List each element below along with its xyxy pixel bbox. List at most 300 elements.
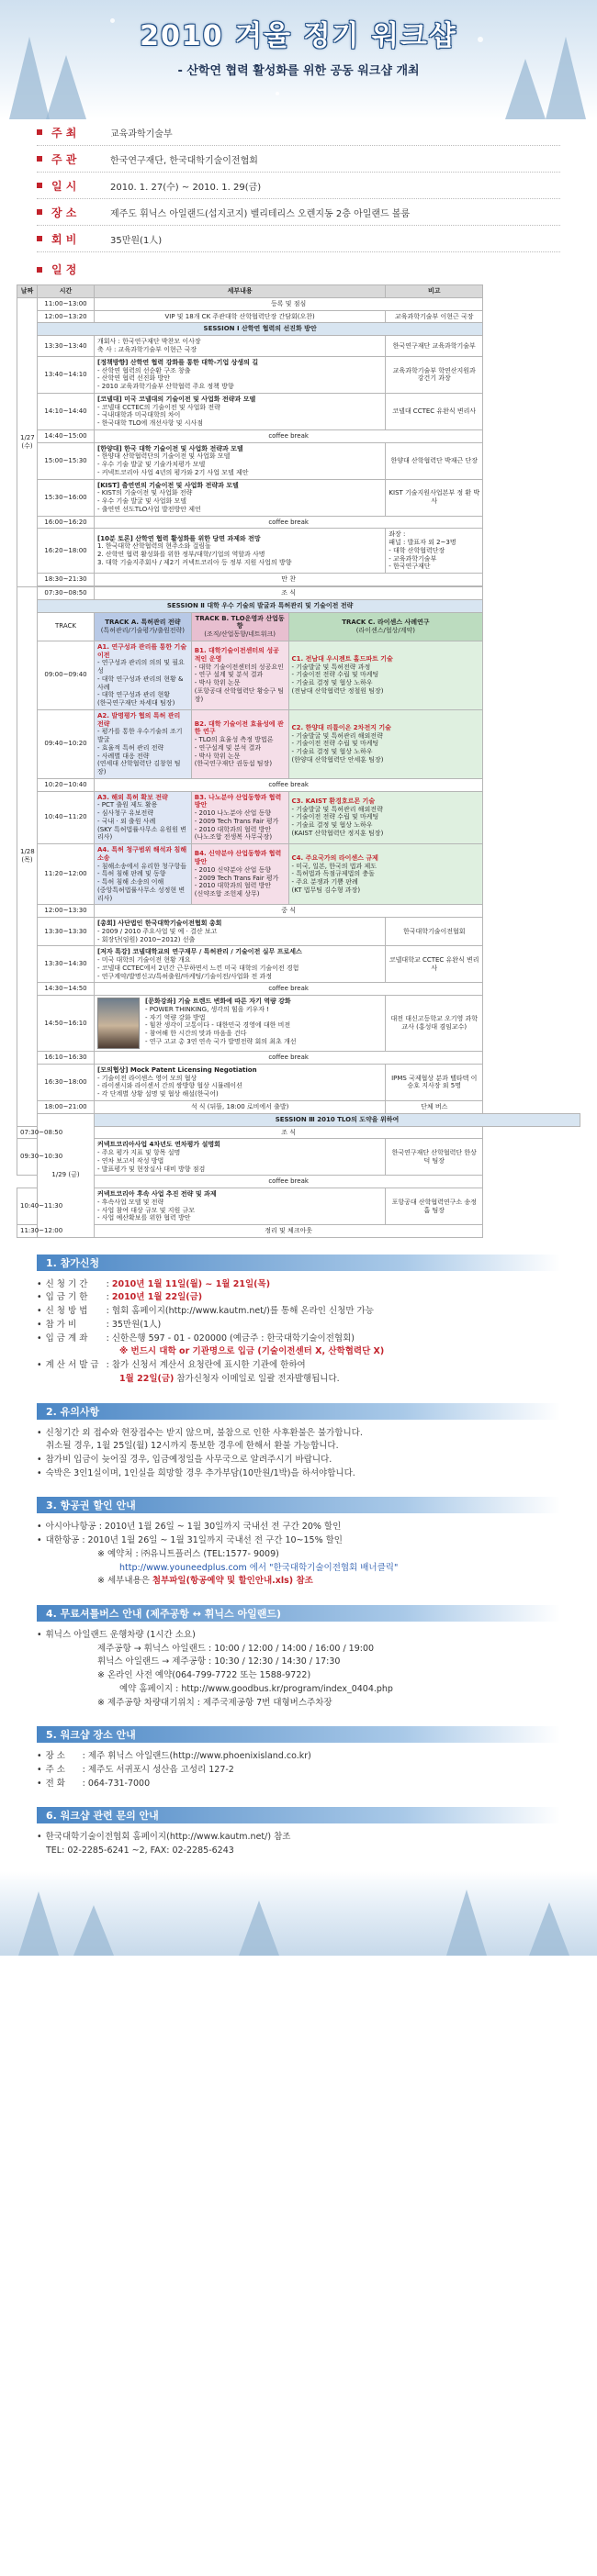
session-title: B2. 대학 기술이전 효율성에 관한 연구 (194, 719, 284, 736)
section-registration (37, 1278, 560, 1387)
content-cell: 정리 및 체크아웃 (95, 1225, 483, 1238)
content-line: 개회사 : 한국연구재단 박찬모 이사장 (97, 338, 201, 346)
content-cell (95, 336, 386, 357)
tree-decoration (529, 1902, 569, 1956)
content-line: (KAIST 산학협력단 정지훈 팀장) (291, 829, 384, 837)
booking-info: ※ 예약처 : ㈜유니트플러스 (TEL:1577- 9009) (97, 1548, 279, 1559)
table-row (17, 1225, 580, 1238)
content-cell (95, 918, 386, 946)
time-cell: 10:40~11:30 (17, 1188, 38, 1225)
track-cell (288, 641, 483, 709)
content-line: - TLO의 효율성 측정 방법론 (194, 736, 274, 743)
bullet-icon (37, 156, 42, 162)
info-key: 일 시 (51, 179, 77, 193)
note-highlight: 첨부파일(항공예약 및 할인안내.xls) 참조 (152, 1576, 313, 1587)
info-line: • 입 금 기 한 : 2010년 1월 22일(금) (37, 1291, 560, 1305)
table-row (17, 918, 580, 946)
session-title: A3. 해외 특허 확보 전략 (97, 793, 168, 801)
session-title: B1. 대학기술이전센터의 성공적인 운영 (194, 647, 279, 663)
content-line: (중앙특허법률사무소 성정현 변리사) (97, 886, 186, 902)
table-row (17, 479, 580, 516)
snowflake (276, 92, 279, 95)
content-line: - 사업 참여 대상 규모 및 지원 규모 (97, 1206, 196, 1214)
note-cell: 한국연구재단 산학협력단 한상덕 팀장 (386, 1139, 483, 1176)
content-line: - 연구계약/발명신고/특허출원/마케팅/기술이전/사업화 전 과정 (97, 972, 273, 980)
value: 2010년 1월 11일(월) ~ 1월 21일(목) (111, 1278, 271, 1289)
time-cell: 07:30~08:50 (17, 1126, 38, 1139)
time-cell: 15:30~16:00 (38, 479, 95, 516)
content-line: - 대학 연구성과 관리의 현황 & 사례 (97, 675, 184, 691)
content-cell: 만 찬 (95, 574, 483, 586)
content-line: - 기술발굴 및 특허전략 과정 (291, 663, 371, 671)
content-line: - 국내대학과 미국대학의 차이 (97, 411, 181, 419)
coffee-break: coffee break (95, 429, 483, 442)
content-line: - 우수 기술 발굴 및 사업화 모델 (97, 497, 187, 505)
content-line: - 박사 학위 논문 (194, 679, 241, 687)
time-cell: 11:00~13:00 (38, 297, 95, 310)
note-cell: KIST 기술지원사업본부 정 환 박사 (386, 479, 483, 516)
track-cell (95, 641, 192, 709)
shuttle-text: ※ 온라인 사전 예약(064-799-7722 또는 1588-9722) (97, 1670, 311, 1681)
time-cell: 16:10~16:30 (38, 1052, 95, 1065)
info-row-fee (37, 226, 560, 252)
content-line: (KT 법무팀 김수형 과장) (291, 886, 361, 894)
content-title: [10분 토론] 산학연 협력 활성화를 위한 당면 과제와 전망 (97, 534, 261, 542)
bullet-icon (37, 209, 42, 215)
value: 협회 홈페이지(http://www.kautm.net/)를 통해 온라인 신청만 가능 (111, 1306, 374, 1317)
table-row (17, 356, 580, 393)
session-row (17, 599, 580, 612)
content-line: 축 사 : 교육과학기술부 이현근 국장 (97, 346, 197, 353)
content-line: - 2009 Tech Trans Fair 평가 (194, 817, 279, 825)
session-title: C2. 한양대 리튬이온 2차전지 기술 (291, 723, 391, 731)
content-line: - 기술이전 라이센스 영어 모의 협상 (97, 1074, 197, 1082)
track-title: TRACK C. 라이센스 사례연구 (342, 618, 430, 626)
event-info (37, 119, 560, 252)
content-line: - 커넥트코리아 사업 4년의 평가와 2기 사업 모델 제안 (97, 468, 249, 476)
track-cell (191, 709, 288, 778)
table-row (17, 905, 580, 918)
content-line: - 기술발굴 및 특허관리 해외전략 (291, 731, 383, 740)
content-cell (95, 996, 386, 1052)
contact-text: 한국대학기술이전협회 홈페이지(http://www.kautm.net/) 참조 (45, 1832, 291, 1843)
note-cell: 교육과학기술부 이현근 국장 (386, 310, 483, 323)
notice-text: 취소될 경우, 1월 25일(월) 12시까지 통보한 경우에 한해서 환불 가능합니다. (46, 1441, 339, 1452)
note-cell: 교육과학기술부 학연산지원과 강건기 과장 (386, 356, 483, 393)
shuttle-text: 제주공항 → 휘닉스 아일랜드 : 10:00 / 12:00 / 14:00 / 16:00 / 19:00 (97, 1643, 375, 1654)
session-title: SESSION Ⅰ 산학연 협력의 선진화 방안 (38, 323, 483, 336)
time-cell: 09:30~10:30 (17, 1139, 38, 1176)
track-cell (95, 791, 192, 844)
table-header-row (17, 285, 580, 298)
track-sub: (특허관리/기술평가/출원전략) (100, 626, 186, 634)
content-line: - 침해소송에서 유리한 청구항들 (97, 862, 187, 870)
table-row (17, 297, 580, 310)
content-cell (95, 1139, 386, 1176)
notice-line (37, 1440, 560, 1454)
info-row-organizer (37, 146, 560, 173)
track-title: TRACK B. TLO운영과 산업동향 (195, 614, 285, 630)
time-cell: 10:20~10:40 (38, 778, 95, 791)
bullet-icon (37, 236, 42, 241)
contact-text: TEL: 02-2285-6241 ~2, FAX: 02-2285-6243 (46, 1846, 234, 1857)
table-row (17, 429, 580, 442)
content-line: - KIST의 기술이전 및 사업화 전략 (97, 489, 193, 497)
content-line: - 미국, 일본, 한국의 법과 제도 (291, 862, 377, 870)
table-row (17, 1139, 580, 1176)
content-line: - 특허 침해 소송의 이해 (97, 878, 164, 886)
content-line: (신약조합 조헌제 상무) (194, 890, 260, 898)
table-row (17, 778, 580, 791)
content-cell: 중 식 (95, 905, 483, 918)
shuttle-text: ※ 제주공항 차량대기위치 : 제주국제공항 7번 대형버스주차장 (97, 1697, 332, 1708)
attachment-note (37, 1575, 560, 1589)
content-line: - 연구설계 및 분석 결과 (194, 743, 262, 752)
time-cell: 13:30~14:30 (38, 946, 95, 983)
content-title: [총회] 사단법인 한국대학기술이전협회 총회 (97, 920, 222, 927)
key: 입 금 기 한 (45, 1292, 88, 1303)
content-line: - 참여해 한 시간의 맛과 마음을 건다 (145, 1030, 247, 1037)
content-line: (한국연구재단 차세대 팀장) (97, 699, 175, 707)
time-cell: 13:30~13:30 (38, 918, 95, 946)
content-line: 1. 한국대학 산학협력의 현주소와 걸림돌 (97, 542, 211, 551)
content-line: 2. 산학연 협력 활성화를 위한 정부/대학/기업의 역할과 사명 (97, 551, 265, 559)
content-line: - 기술료 결정 및 협상 노하우 (291, 821, 373, 830)
content-line: - 출연연 선도TLO사업 발전방안 제언 (97, 505, 201, 513)
track-cell (191, 791, 288, 844)
content-cell: 조 식 (95, 1126, 483, 1139)
track-cell (95, 709, 192, 778)
session-title: A1. 연구성과 관리를 통한 기술이전 (97, 642, 187, 659)
track-cell (95, 844, 192, 905)
content-title: 커넥트코리아 후속 사업 추진 전략 및 과제 (97, 1190, 217, 1198)
note-cell: 포항공대 산학협력연구소 송정흡 팀장 (386, 1188, 483, 1225)
note-cell: IPMS 국제협상 분과 텔타텍 이승호 지사장 외 5명 (386, 1064, 483, 1100)
content-line: - 2009 Tech Trans Fair 평가 (194, 874, 279, 882)
note-line: - 대학 산학협력단장 (389, 546, 445, 554)
info-line: • 신 청 기 간 : 2010년 1월 11일(월) ~ 1월 21일(목) (37, 1278, 560, 1292)
section-shuttle (37, 1629, 560, 1710)
info-line: • 주 소 : 제주도 서귀포시 성산읍 고성리 127-2 (37, 1764, 560, 1778)
table-row (17, 1064, 580, 1100)
time-cell: 13:30~13:40 (38, 336, 95, 357)
notice-text: 신청기간 외 접수와 현장접수는 받지 않으며, 불참으로 인한 사후환불은 불가합니다. (45, 1427, 363, 1438)
content-line: - 우수 기술 발굴 및 기술가치평가 모델 (97, 461, 206, 468)
track-cell (288, 709, 483, 778)
track-cell (191, 641, 288, 709)
tree-decoration (446, 1890, 487, 1956)
key: 장 소 (45, 1751, 65, 1762)
value: 35만원(1人) (111, 1319, 162, 1330)
note-line: - 한국연구재단 (389, 563, 431, 571)
track-sub: (라이센스/협상/계약) (355, 626, 416, 634)
content-line: - 각 단계별 상황 설명 및 협상 해설(한국어) (97, 1090, 219, 1098)
time-cell: 18:00~21:00 (38, 1100, 95, 1113)
track-b-header (191, 612, 288, 641)
info-line: • 계 산 서 발 급 : 참가 신청서 계산서 요청란에 표시한 기관에 한하여 (37, 1359, 560, 1373)
content-line: - 한양대 산학협력단의 기술이전 및 사업화 모델 (97, 452, 231, 461)
date-cell: 1/29 (금) (38, 1113, 95, 1237)
session-title: C1. 전남대 우시젠트 홀드파트 기술 (291, 654, 393, 663)
key: 신 청 기 간 (45, 1278, 88, 1289)
content-line: - 한국대학 TLO에 개선사항 및 시사점 (97, 419, 203, 427)
session-row (17, 323, 580, 336)
table-row (17, 996, 580, 1052)
content-cell: 석 식 (뒤뜰, 18:00 로비에서 출발) (95, 1100, 386, 1113)
page-title: 2010 겨울 정기 워크샵 (140, 20, 457, 52)
session-title: B4. 신약분야 산업동향과 협력방안 (194, 850, 282, 866)
content-line: - 기술이전 전략 수립 및 마케팅 (291, 740, 379, 748)
content-line: - 코넬대 CCTEC에서 2년간 근무하면서 느낀 미국 대학의 기술이전 경험 (97, 964, 299, 972)
time-cell: 09:00~09:40 (38, 641, 95, 709)
note-cell: 한국연구재단 교육과학기술부 (386, 336, 483, 357)
key: 참 가 비 (45, 1319, 77, 1330)
coffee-break: coffee break (95, 516, 483, 529)
time-cell: 09:40~10:20 (38, 709, 95, 778)
airfare-text: 대한항공 : 2010년 1월 26일 ~ 1월 31일까지 국내선 전 구간 10~15% 할인 (45, 1535, 343, 1546)
time-cell: 10:40~11:20 (38, 791, 95, 844)
session-row (17, 1113, 580, 1126)
table-row (17, 1052, 580, 1065)
content-line: - 산학연 협력 선진화 방안 (97, 374, 171, 383)
content-line: - 2010 교육과학기술부 산학협력 주요 정책 방향 (97, 383, 234, 390)
content-line: - 코넬대 CCTEC의 기술이전 및 사업화 전략 (97, 403, 220, 411)
time-cell: 14:50~16:10 (38, 996, 95, 1052)
time-cell: 11:20~12:00 (38, 844, 95, 905)
time-cell: 13:40~14:10 (38, 356, 95, 393)
note-prefix: ※ 세부내용은 (97, 1576, 152, 1587)
column-header: 날짜 (17, 285, 38, 298)
content-title: [한양대] 한국 대학 기술이전 및 사업화 전략과 모델 (97, 444, 243, 452)
section-venue (37, 1750, 560, 1790)
note-cell: 한국대학기술이전협회 (386, 918, 483, 946)
table-row (17, 586, 580, 599)
invoice-text: 참가신청자 이메일로 일괄 전자발행됩니다. (174, 1373, 340, 1384)
content-line: (연세대 산학협력단 김창현 팀장) (97, 760, 181, 775)
section-registration-title: 1. 참가신청 (37, 1255, 560, 1271)
session-title: C3. KAIST 환경호르몬 기술 (291, 797, 376, 805)
value: 064-731-7000 (87, 1778, 151, 1789)
info-row-host (37, 119, 560, 146)
time-cell: 12:00~13:20 (38, 310, 95, 323)
table-row (17, 983, 580, 996)
content-line: - 라이센시와 라이센서 간의 쌍방향 협상 시뮬레이션 (97, 1082, 242, 1090)
time-cell: 15:00~15:30 (38, 442, 95, 479)
section-contact-title: 6. 워크샵 관련 문의 안내 (37, 1807, 560, 1823)
content-line: - 주요 분쟁과 기쁨 판례 (291, 878, 358, 886)
speaker-photo (97, 998, 140, 1049)
content-line: (SKY 특허법률사무소 유원원 변리사) (97, 825, 186, 842)
shuttle-text: 휘닉스 아일랜드 운행차량 (1시간 소요) (45, 1629, 196, 1640)
table-row (17, 1100, 580, 1113)
content-line: - 평가를 통한 우수기술의 조기 발굴 (97, 728, 183, 743)
track-title: TRACK A. 특허관리 전략 (105, 618, 181, 626)
table-row (17, 709, 580, 778)
content-title: [코넬대] 미국 코넬대의 기술이전 및 사업화 전략과 모델 (97, 395, 256, 403)
table-row (17, 844, 580, 905)
content-line: - 기술료 결정 및 협상 노하우 (291, 748, 373, 756)
content-title: [저자 특강] 코넬대학교의 연구재무 / 특허관리 / 기술이전 실무 프로세스 (97, 948, 302, 956)
content-line: 3. 대학 기술지주회사 / 제2기 커넥트코리아 등 정부 지원 사업의 방향 (97, 558, 292, 566)
info-value: 교육과학기술부 (110, 128, 173, 139)
info-row-date (37, 173, 560, 199)
table-row (17, 393, 580, 429)
content-line: - 효율적 특허 관리 전략 (97, 743, 164, 752)
table-row (17, 791, 580, 844)
time-cell: 14:10~14:40 (38, 393, 95, 429)
key: 계 산 서 발 급 (45, 1360, 99, 1371)
info-line: • 장 소 : 제주 휘닉스 아일랜드(http://www.phoenixisland.co.kr) (37, 1750, 560, 1764)
track-label: TRACK (38, 612, 95, 641)
content-cell (95, 529, 386, 574)
table-row (17, 1126, 580, 1139)
session-title: SESSION Ⅲ 2010 TLO의 도약을 위하여 (95, 1113, 580, 1126)
track-cell (288, 791, 483, 844)
content-title: [정책방향] 산학연 협력 강화를 통한 대학-기업 상생의 길 (97, 358, 259, 366)
content-cell (95, 1188, 386, 1225)
invoice-date: 1월 22일(금) (119, 1373, 175, 1384)
content-line: - 기술발굴 및 특허관리 해외전략 (291, 805, 383, 813)
content-line: - 대학 기술이전센터의 성공요인 (194, 663, 284, 671)
notice-line: • 참가비 입금이 늦어질 경우, 입금예정일을 사무국으로 알려주시기 바랍니다. (37, 1454, 332, 1465)
info-value: 한국연구재단, 한국대학기술이전협회 (110, 155, 258, 166)
booking-link[interactable]: http://www.youneedplus.com 에서 "한국대학기술이전협회 배너클릭" (119, 1562, 399, 1573)
info-row-venue (37, 199, 560, 226)
content-line: - 산학연 협력의 선순환 구조 창출 (97, 366, 191, 374)
note-cell: 코넬대학교 CCTEC 유완식 변리사 (386, 946, 483, 983)
session-title: C4. 주요국가의 라이센스 규제 (291, 853, 378, 862)
notice-line: • 숙박은 3인1실이며, 1인실을 희망할 경우 추가부담(10만원/1박)을 하셔야합니다. (37, 1467, 355, 1478)
table-row (17, 336, 580, 357)
table-row (17, 442, 580, 479)
content-line: - 기술이전 전략 수립 및 마케팅 (291, 671, 379, 679)
info-key: 주 최 (51, 126, 77, 139)
shuttle-line: • 휘닉스 아일랜드 운행차량 (1시간 소요) (37, 1629, 196, 1640)
content-line: (나노조합 전생복 사무국장) (194, 833, 273, 842)
session-title: B3. 나노분야 산업동향과 협력방안 (194, 793, 282, 809)
content-line: (전남대 산학협력단 정철원 팀장) (291, 686, 384, 695)
session-title: A4. 특허 청구범위 해석과 침해 소송 (97, 846, 187, 862)
info-line: • 전 화 : 064-731-7000 (37, 1778, 560, 1791)
content-line: - 주요 평가 지표 및 항목 설명 (97, 1149, 181, 1156)
content-line: - 사업 예산확보를 위한 협력 방안 (97, 1214, 191, 1222)
key: 입 금 계 좌 (45, 1333, 88, 1344)
notice-text: 참가비 입금이 늦어질 경우, 입금예정일을 사무국으로 알려주시기 바랍니다. (45, 1454, 332, 1465)
page-subtitle: - 산학연 협력 활성화를 위한 공동 워크샵 개최 (177, 64, 420, 78)
info-key: 회 비 (51, 232, 77, 246)
content-line: - 2010 신약분야 산업 동향 (194, 865, 272, 874)
content-line: - 2010 대학과의 협력 방안 (194, 825, 272, 833)
track-c-header (288, 612, 483, 641)
session-title: SESSION Ⅱ 대학 우수 기술의 발굴과 특허관리 및 기술이전 전략 (38, 599, 483, 612)
table-row (17, 946, 580, 983)
content-line: - 기술료 결정 및 협상 노하우 (291, 679, 373, 687)
content-line: - 연구 설계 및 분석 결과 (194, 671, 264, 679)
tree-decoration (239, 1901, 279, 1956)
content-cell: 등록 및 점심 (95, 297, 483, 310)
time-cell: 16:30~18:00 (38, 1064, 95, 1100)
note-cell: 단체 버스 (386, 1100, 483, 1113)
content-cell (95, 393, 386, 429)
value: 제주도 서귀포시 성산읍 고성리 127-2 (87, 1765, 234, 1775)
content-line: - 박사 학위 논문 (194, 752, 241, 760)
info-key: 장 소 (51, 206, 77, 219)
info-line: • 신 청 방 법 : 협회 홈페이지(http://www.kautm.net/)를 통해 온라인 신청만 가능 (37, 1305, 560, 1319)
schedule-heading (37, 262, 560, 277)
time-cell: 18:30~21:30 (38, 574, 95, 586)
content-line: - 연구성과 관리의 의의 및 필요성 (97, 659, 185, 675)
shuttle-text: 휘닉스 아일랜드 → 제주공항 : 10:30 / 12:30 / 14:30 / 17:30 (97, 1656, 341, 1667)
content-line: - 자기 역량 강화 방법 (145, 1013, 206, 1021)
section-airfare-title: 3. 항공권 할인 안내 (37, 1497, 560, 1513)
content-line: - 후속사업 모델 및 전략 (97, 1198, 164, 1206)
info-value: 제주도 휘닉스 아일랜드(섭지코지) 벨리테리스 오렌지동 2층 아일랜드 볼룸 (110, 208, 411, 219)
time-cell (17, 1176, 38, 1188)
track-a-header (95, 612, 192, 641)
content-line: - 연구 고교 총 3연 연속 국가 발명전략 회의 최초 개선 (145, 1037, 297, 1045)
section-airfare (37, 1521, 560, 1589)
content-line: - 특허법과 독점규제법의 충돌 (291, 870, 375, 878)
content-line: - POWER THINKING, 생각의 힘을 키우자 ! (145, 1005, 270, 1013)
bullet-icon (37, 267, 42, 273)
content-line: - 대학 연구성과 관리 현황 (97, 691, 171, 699)
content-line: - 발표평가 및 현장실사 대비 방향 점검 (97, 1165, 206, 1173)
content-cell (95, 356, 386, 393)
note-cell: 대전 대신고등학교 오기영 과학교사 (홍성대 겸임교수) (386, 996, 483, 1052)
key: 주 소 (45, 1765, 65, 1775)
notice-text: 숙박은 3인1실이며, 1인실을 희망할 경우 추가부담(10만원/1박)을 하셔야합니다. (45, 1467, 355, 1478)
value: 신한은행 597 - 01 - 020000 (예금주 : 한국대학기술이전협회) (111, 1333, 355, 1344)
column-header: 비고 (386, 285, 483, 298)
content-line: - 2010 나노분야 산업 동향 (194, 809, 272, 817)
content-line: - 사례별 대응 전략 (97, 752, 150, 760)
content-line: - 특허 침해 판례 및 동향 (97, 870, 166, 878)
section-contact (37, 1831, 560, 1857)
time-cell: 16:20~18:00 (38, 529, 95, 574)
airfare-text: 아시아나항공 : 2010년 1월 26일 ~ 1월 30일까지 국내선 전 구간 20% 할인 (45, 1522, 342, 1533)
time-cell: 07:30~08:50 (38, 586, 95, 599)
contact-line: • 한국대학기술이전협회 홈페이지(http://www.kautm.net/) 참조 (37, 1832, 291, 1843)
schedule-heading-text: 일 정 (51, 263, 77, 276)
content-title: [KIST] 출연연의 기술이전 및 사업화 전략과 모델 (97, 481, 239, 489)
time-cell: 14:40~15:00 (38, 429, 95, 442)
column-header: 시간 (38, 285, 95, 298)
content-line: - 국내 · 외 출원 사례 (97, 817, 156, 825)
note-line: 패널 : 발표자 외 2~3명 (389, 539, 456, 546)
content-line: - 미국 대학의 기술이전 현황 개요 (97, 956, 191, 964)
tree-decoration (73, 1905, 114, 1956)
key: 신 청 방 법 (45, 1306, 88, 1317)
content-line: - 2009 / 2010 주요사업 및 예 · 결산 보고 (97, 927, 218, 935)
info-line: • 참 가 비 : 35만원(1人) (37, 1319, 560, 1333)
content-line: - PCT 출원 제도 활용 (97, 801, 158, 809)
time-cell: 11:30~12:00 (17, 1225, 38, 1238)
content-title: [모의협상] Mock Patent Licensing Negotiation (97, 1065, 257, 1074)
note-cell: 코넬대 CCTEC 유완식 변리사 (386, 393, 483, 429)
content-cell: 조 식 (95, 586, 483, 599)
value: 제주 휘닉스 아일랜드(http://www.phoenixisland.co.kr) (87, 1751, 311, 1762)
info-value: 35만원(1人) (110, 235, 163, 246)
content-cell (95, 946, 386, 983)
coffee-break: coffee break (95, 778, 483, 791)
time-cell: 16:00~16:20 (38, 516, 95, 529)
table-row (17, 529, 580, 574)
key: 전 화 (45, 1778, 65, 1789)
time-cell: 14:30~14:50 (38, 983, 95, 996)
content-title: [문화강좌] 기술 트렌드 변화에 따른 자기 역량 강화 (145, 998, 291, 1005)
shuttle-link[interactable]: 예약 홈페이지 : http://www.goodbus.kr/program/index_0404.php (119, 1683, 393, 1694)
content-cell (95, 1064, 386, 1100)
